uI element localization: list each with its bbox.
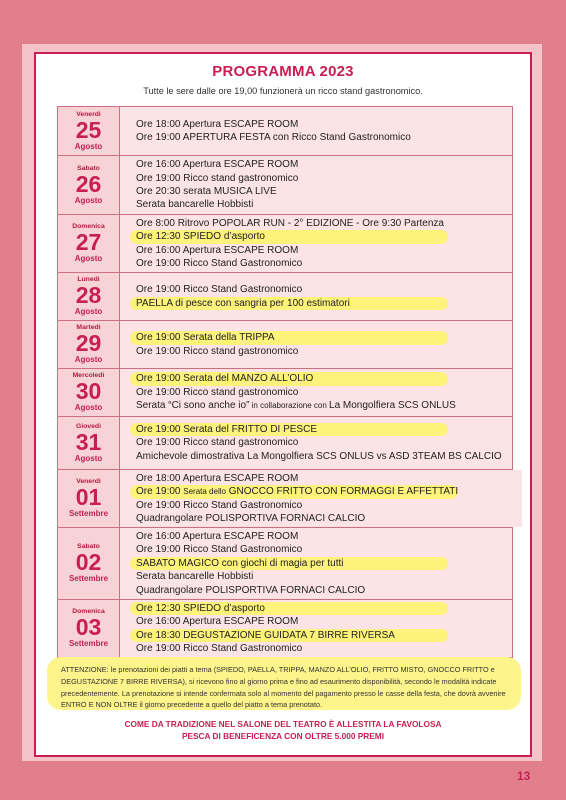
- event-line: Ore 16:00 Apertura ESCAPE ROOM: [136, 244, 299, 256]
- day-month: Agosto: [74, 195, 103, 205]
- event-text-part: Ore 19:00: [136, 486, 184, 498]
- event-line: Ore 18:00 Apertura ESCAPE ROOM: [136, 118, 299, 130]
- event-line: Ore 18:00 Apertura ESCAPE ROOM: [136, 472, 299, 484]
- event-line: Serata bancarelle Hobbisti: [136, 571, 254, 583]
- event-line: Ore 19:00 Ricco stand gastronomico: [136, 172, 299, 184]
- day-month: Settembre: [68, 639, 109, 648]
- day-month: Agosto: [74, 254, 103, 263]
- event-text-part: Serata “Ci sono anche io”: [136, 400, 250, 412]
- day-weekday: Venerdì: [76, 478, 101, 485]
- schedule-table: [57, 106, 513, 658]
- highlighted-event: Ore 12:30 SPIEDO d’asporto: [130, 602, 448, 615]
- date-cell: [58, 273, 120, 320]
- event-line: Ore 16:00 Apertura ESCAPE ROOM: [136, 159, 299, 171]
- events-cell: [120, 107, 512, 155]
- event-line: Ore 16:00 Apertura ESCAPE ROOM: [136, 530, 299, 542]
- event-line: Ore 19:00 Ricco Stand Gastronomico: [136, 544, 303, 556]
- events-cell: [120, 600, 512, 657]
- event-text-part: GNOCCO FRITTO CON FORMAGGI E AFFETTATI: [225, 486, 459, 498]
- event-line: Ore 16:00 Apertura ESCAPE ROOM: [136, 616, 299, 628]
- page-subtitle: Tutte le sere dalle ore 19,00 funzionerà un ricco stand gastronomico.: [143, 86, 423, 96]
- event-line: Ore 20:30 serata MUSICA LIVE: [136, 186, 277, 197]
- event-line: Ore 19:00 Ricco Stand Gastronomico: [136, 257, 303, 269]
- day-month: Agosto: [74, 141, 103, 151]
- date-cell: [58, 156, 120, 214]
- day-row: [58, 600, 512, 657]
- event-line: Ore 19:00 Ricco Stand Gastronomico: [136, 284, 303, 296]
- day-number: 03: [75, 614, 102, 640]
- highlighted-event: SABATO MAGICO con giochi di magia per tutti: [130, 557, 448, 570]
- highlighted-event: Ore 18:30 DEGUSTAZIONE GUIDATA 7 BIRRE RIVERSA: [130, 629, 448, 642]
- event-line: Ore 19:00 Ricco Stand Gastronomico: [136, 499, 303, 511]
- date-cell: [58, 321, 120, 368]
- highlighted-event: PAELLA di pesce con sangria per 100 estimatori: [130, 297, 448, 310]
- highlighted-event: Ore 19:00 Serata del FRITTO DI PESCE: [130, 423, 448, 436]
- day-row: [58, 369, 512, 417]
- day-row: [58, 156, 512, 215]
- date-cell: [58, 215, 120, 272]
- day-number: 02: [75, 549, 102, 575]
- event-text-part: La Mongolfiera SCS ONLUS: [329, 400, 456, 412]
- event-line: Ore 19:00 Ricco Stand Gastronomico: [136, 642, 303, 654]
- highlighted-event: Ore 19:00 Serata del MANZO ALL’OLIO: [130, 372, 448, 385]
- day-month: Settembre: [68, 509, 109, 518]
- event-line: Quadrangolare POLISPORTIVA FORNACI CALCIO: [136, 512, 366, 524]
- event-line: Ore 19:00 Ricco stand gastronomico: [136, 345, 299, 357]
- event-line: [136, 399, 512, 412]
- day-month: Settembre: [68, 574, 109, 583]
- day-weekday: Martedì: [76, 324, 101, 331]
- day-month: Agosto: [74, 403, 103, 412]
- promo-line-1: COME DA TRADIZIONE NEL SALONE DEL TEATRO È ALLESTITA LA FAVOLOSA: [124, 719, 442, 729]
- day-weekday: Domenica: [72, 223, 105, 230]
- events-cell: [120, 321, 512, 368]
- highlighted-event: [130, 485, 458, 498]
- day-month: Agosto: [74, 355, 103, 364]
- promo-line-2: PESCA DI BENEFICENZA CON OLTRE 5.000 PREMI: [181, 731, 385, 741]
- date-cell: [58, 600, 120, 657]
- event-line: Quadrangolare POLISPORTIVA FORNACI CALCIO: [136, 584, 366, 596]
- charity-lottery-banner: [0, 718, 566, 742]
- date-cell: [58, 417, 120, 469]
- day-number: 26: [75, 170, 102, 197]
- day-row: [58, 215, 512, 273]
- events-cell: [120, 156, 512, 214]
- events-cell: [120, 470, 522, 527]
- day-number: 28: [75, 282, 102, 308]
- day-weekday: Sabato: [77, 164, 100, 172]
- day-weekday: Lunedì: [77, 276, 100, 283]
- events-cell: [120, 369, 512, 416]
- day-weekday: Domenica: [72, 608, 105, 615]
- day-row: [58, 273, 512, 321]
- day-number: 01: [75, 484, 102, 510]
- reservation-notice: ATTENZIONE: le prenotazioni dei piatti a tema (SPIEDO, PAELLA, TRIPPA, MANZO ALL’OLIO, FRITTO MISTO, GNOCCO FRITTO e DEGUSTAZIONE 7 BIRRE RIVERSA), si ricevono fino al giorno prima e fino ad esaurimento disponibilità, secondo le modalità indicate precedentemente. La prenotazione si intende confermata solo al momento del pagamento presso le casse della festa, che dovrà avvenire ENTRO E NON OLTRE il giorno precedente a quello del piatto a tema prenotato.: [47, 657, 521, 710]
- highlighted-event: Ore 12:30 SPIEDO d’asporto: [130, 230, 448, 243]
- day-month: Agosto: [74, 453, 103, 463]
- day-number: 31: [75, 428, 102, 455]
- day-row: [58, 470, 512, 528]
- events-cell: [120, 528, 512, 599]
- day-row: [58, 321, 512, 369]
- event-line: Serata bancarelle Hobbisti: [136, 199, 254, 211]
- event-text-part: Serata dello: [183, 487, 226, 497]
- day-row: [58, 417, 512, 470]
- highlighted-event: Ore 19:00 Serata della TRIPPA: [130, 331, 448, 344]
- day-number: 25: [75, 116, 102, 143]
- day-number: 27: [75, 229, 102, 255]
- event-line: Ore 19:00 APERTURA FESTA con Ricco Stand Gastronomico: [136, 132, 411, 143]
- event-text-part: in collaborazione con: [249, 401, 330, 411]
- events-cell: [120, 273, 512, 320]
- date-cell: [58, 470, 120, 527]
- page-title: PROGRAMMA 2023: [212, 63, 354, 80]
- events-cell: [120, 417, 512, 469]
- day-weekday: Sabato: [77, 543, 100, 550]
- day-row: [58, 528, 512, 600]
- day-month: Agosto: [74, 307, 103, 316]
- day-number: 29: [75, 330, 102, 356]
- event-line: Ore 19:00 Ricco stand gastronomico: [136, 437, 299, 449]
- event-line: Ore 8:00 Ritrovo POPOLAR RUN - 2° EDIZIONE - Ore 9:30 Partenza: [136, 217, 444, 229]
- date-cell: [58, 107, 120, 155]
- day-weekday: Mercoledì: [72, 372, 105, 379]
- date-cell: [58, 528, 120, 599]
- date-cell: [58, 369, 120, 416]
- day-weekday: Giovedì: [76, 422, 101, 430]
- day-row: [58, 107, 512, 156]
- events-cell: [120, 215, 512, 272]
- event-line: Amichevole dimostrativa La Mongolfiera SCS ONLUS vs ASD 3TEAM BS CALCIO: [136, 450, 502, 462]
- day-number: 30: [75, 378, 102, 404]
- page-number: 13: [517, 769, 531, 783]
- day-weekday: Venerdì: [76, 110, 101, 118]
- event-line: Ore 19:00 Ricco stand gastronomico: [136, 386, 299, 398]
